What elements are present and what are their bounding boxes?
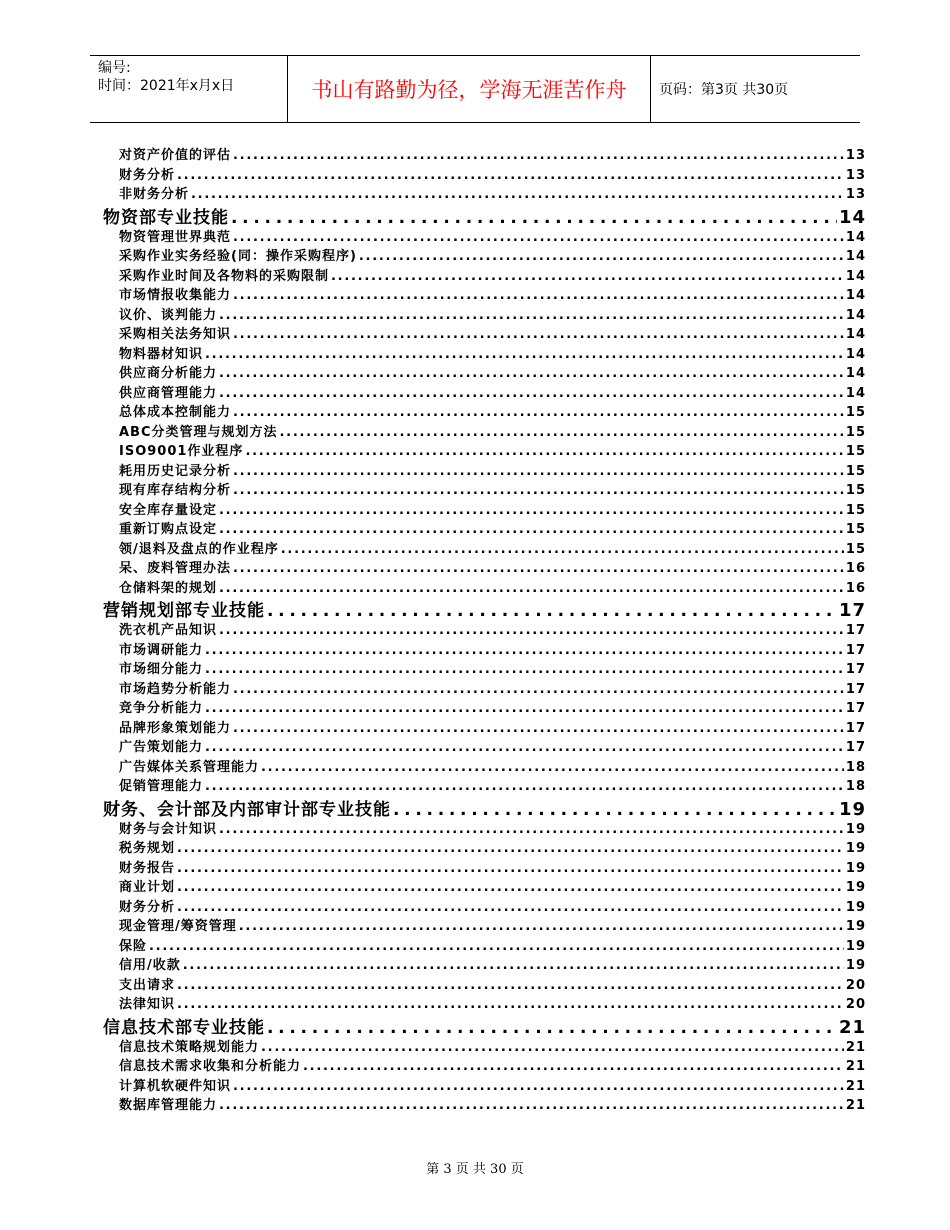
toc-entry-page: 14 <box>838 206 866 226</box>
dot-leader <box>233 148 844 163</box>
toc-entry-title: 促销管理能力 <box>119 779 204 794</box>
header-number-label: 编号: <box>98 60 131 76</box>
dot-leader <box>219 386 844 401</box>
toc-entry-title: 税务规划 <box>119 841 176 856</box>
dot-leader <box>219 503 844 518</box>
dot-leader <box>280 425 844 440</box>
toc-entry[interactable] <box>103 401 866 421</box>
toc-entry-title: 采购作业时间及各物料的采购限制 <box>119 268 330 284</box>
dot-leader <box>233 464 844 479</box>
toc-entry-page: 17 <box>845 681 866 697</box>
toc-entry-page: 14 <box>845 366 866 381</box>
toc-entry[interactable] <box>103 756 866 776</box>
dot-leader <box>303 1059 844 1074</box>
toc-entry[interactable] <box>103 323 866 343</box>
toc-entry-page: 19 <box>845 880 866 895</box>
dot-leader <box>219 581 844 596</box>
toc-entry-title: 供应商管理能力 <box>119 385 218 401</box>
header-page-info: 页码：第3页 共30页 <box>659 82 789 98</box>
toc-entry-title: 广告策划能力 <box>119 740 204 755</box>
dot-leader <box>205 779 844 794</box>
toc-entry[interactable] <box>103 993 866 1013</box>
toc-entry-page: 16 <box>845 580 866 596</box>
toc-entry-page: 19 <box>845 938 866 954</box>
toc-entry-title: 议价、谈判能力 <box>119 307 218 323</box>
toc-entry-page: 18 <box>845 779 866 794</box>
toc-entry-title: 营销规划部专业技能 <box>103 601 265 619</box>
dot-leader <box>267 1018 837 1036</box>
toc-entry-title: 非财务分析 <box>119 187 190 202</box>
dot-leader <box>233 483 844 498</box>
toc-entry-title: 信息技术部专业技能 <box>103 1017 265 1036</box>
dot-leader <box>245 444 843 459</box>
toc-entry[interactable] <box>103 775 866 795</box>
toc-entry-page: 19 <box>845 841 866 856</box>
toc-entry-title: 供应商分析能力 <box>119 366 218 381</box>
toc-entry-page: 14 <box>845 229 866 245</box>
toc-entry[interactable] <box>103 557 866 577</box>
toc-entry[interactable] <box>103 1094 866 1114</box>
toc-entry-page: 17 <box>845 623 866 638</box>
toc-entry[interactable] <box>103 974 866 994</box>
toc-entry-page: 15 <box>845 483 866 498</box>
toc-entry[interactable] <box>103 421 866 441</box>
toc-section-heading[interactable] <box>103 203 866 226</box>
toc-entry[interactable] <box>103 697 866 717</box>
toc-entry-page: 21 <box>838 1016 866 1036</box>
dot-leader <box>219 522 844 537</box>
toc-section-heading[interactable] <box>103 1013 866 1036</box>
dot-leader <box>219 1098 844 1113</box>
toc-entry[interactable] <box>103 1075 866 1095</box>
toc-entry[interactable] <box>103 837 866 857</box>
toc-entry-title: 现金管理/筹资管理 <box>119 919 237 934</box>
toc-entry[interactable] <box>103 183 866 203</box>
toc-entry-page: 20 <box>845 997 866 1012</box>
toc-entry-title: 市场趋势分析能力 <box>119 681 232 697</box>
dot-leader <box>205 347 844 362</box>
toc-entry[interactable] <box>103 736 866 756</box>
toc-entry-title: 物资部专业技能 <box>103 207 229 226</box>
header-time-label: 时间：2021年x月x日 <box>98 78 235 94</box>
toc-entry[interactable] <box>103 343 866 363</box>
toc-entry[interactable] <box>103 619 866 639</box>
dot-leader <box>281 542 844 557</box>
dot-leader <box>219 366 844 381</box>
toc-entry-title: 广告媒体关系管理能力 <box>119 759 260 775</box>
toc-entry[interactable] <box>103 144 866 164</box>
toc-entry-page: 19 <box>845 919 866 934</box>
toc-entry-page: 21 <box>845 1098 866 1113</box>
toc-entry-title: 数据库管理能力 <box>119 1098 218 1113</box>
toc-entry-title: ISO9001作业程序 <box>119 444 244 459</box>
dot-leader <box>205 643 844 658</box>
toc-entry-title: 计算机软硬件知识 <box>119 1078 232 1094</box>
toc-entry-title: 呆、废料管理办法 <box>119 561 232 576</box>
dot-leader <box>177 900 844 915</box>
dot-leader <box>233 561 844 576</box>
dot-leader <box>177 841 844 856</box>
toc-entry-title: 保险 <box>119 938 148 954</box>
dot-leader <box>233 721 844 736</box>
dot-leader <box>191 187 844 202</box>
toc-entry[interactable] <box>103 518 866 538</box>
toc-entry-page: 14 <box>845 249 866 264</box>
toc-entry-page: 14 <box>845 268 866 284</box>
dot-leader <box>233 682 844 697</box>
dot-leader <box>205 740 844 755</box>
toc-entry-page: 16 <box>845 561 866 576</box>
toc-entry-page: 21 <box>845 1059 866 1074</box>
toc-entry[interactable] <box>103 577 866 597</box>
dot-leader <box>331 269 844 284</box>
toc-entry[interactable] <box>103 538 866 558</box>
toc-entry-page: 15 <box>845 463 866 479</box>
toc-section-heading[interactable] <box>103 596 866 619</box>
table-of-contents <box>103 144 866 1114</box>
dot-leader <box>219 308 844 323</box>
toc-entry[interactable] <box>103 678 866 698</box>
toc-entry-title: 品牌形象策划能力 <box>119 720 232 736</box>
toc-entry-title: 采购作业实务经验(同：操作采购程序) <box>119 249 357 264</box>
toc-entry-title: 重新订购点设定 <box>119 522 218 537</box>
toc-entry-title: 总体成本控制能力 <box>119 405 232 420</box>
dot-leader <box>261 760 844 775</box>
toc-entry-page: 13 <box>845 187 866 202</box>
toc-entry-title: 市场调研能力 <box>119 642 204 658</box>
dot-leader <box>177 168 844 183</box>
dot-leader <box>267 601 837 619</box>
toc-entry[interactable] <box>103 479 866 499</box>
dot-leader <box>219 623 844 638</box>
dot-leader <box>233 230 844 245</box>
toc-entry[interactable] <box>103 818 866 838</box>
toc-entry-page: 15 <box>845 424 866 440</box>
toc-entry[interactable] <box>103 499 866 519</box>
toc-entry-page: 15 <box>845 541 866 557</box>
toc-entry-page: 21 <box>845 1039 866 1055</box>
toc-entry-page: 14 <box>845 327 866 342</box>
toc-entry-page: 19 <box>845 899 866 915</box>
toc-entry-title: 现有库存结构分析 <box>119 483 232 498</box>
dot-leader <box>233 1079 844 1094</box>
dot-leader <box>233 327 844 342</box>
toc-entry-page: 17 <box>845 642 866 658</box>
toc-entry-page: 15 <box>845 444 866 459</box>
toc-entry-title: 对资产价值的评估 <box>119 148 232 163</box>
toc-entry-title: 信用/收款 <box>119 958 181 973</box>
toc-entry-page: 13 <box>845 167 866 183</box>
toc-entry[interactable] <box>103 226 866 246</box>
dot-leader <box>233 288 844 303</box>
toc-entry-page: 14 <box>845 307 866 323</box>
toc-entry-page: 14 <box>845 385 866 401</box>
toc-entry-title: 仓储料架的规划 <box>119 580 218 596</box>
toc-entry[interactable] <box>103 304 866 324</box>
toc-entry-page: 19 <box>845 860 866 876</box>
dot-leader <box>205 701 844 716</box>
toc-entry-title: 洗衣机产品知识 <box>119 623 218 638</box>
dot-leader <box>177 861 844 876</box>
dot-leader <box>359 249 844 264</box>
toc-section-heading[interactable] <box>103 795 866 818</box>
toc-entry[interactable] <box>103 362 866 382</box>
toc-entry-page: 14 <box>845 288 866 303</box>
toc-entry-page: 15 <box>845 405 866 420</box>
toc-entry-title: 耗用历史记录分析 <box>119 463 232 479</box>
toc-entry-page: 17 <box>838 600 866 619</box>
toc-entry-title: 采购相关法务知识 <box>119 327 232 342</box>
toc-entry-title: 安全库存量设定 <box>119 502 218 518</box>
toc-entry[interactable] <box>103 284 866 304</box>
dot-leader <box>205 662 844 677</box>
toc-entry[interactable] <box>103 164 866 184</box>
toc-entry-title: 财务与会计知识 <box>119 821 218 837</box>
dot-leader <box>261 1040 844 1055</box>
toc-entry-page: 20 <box>845 977 866 993</box>
header-meta <box>90 56 287 122</box>
page-header <box>90 55 860 123</box>
toc-entry-page: 17 <box>845 740 866 755</box>
toc-entry-page: 19 <box>845 821 866 837</box>
toc-entry[interactable] <box>103 1036 866 1056</box>
toc-entry-title: 物资管理世界典范 <box>119 229 232 245</box>
dot-leader <box>231 208 837 226</box>
dot-leader <box>177 880 844 895</box>
dot-leader <box>149 939 844 954</box>
toc-entry-title: 信息技术需求收集和分析能力 <box>119 1059 302 1074</box>
toc-entry-page: 21 <box>845 1078 866 1094</box>
toc-entry[interactable] <box>103 1055 866 1075</box>
toc-entry[interactable] <box>103 265 866 285</box>
toc-entry[interactable] <box>103 658 866 678</box>
toc-entry[interactable] <box>103 876 866 896</box>
toc-entry-page: 13 <box>845 148 866 163</box>
toc-entry-title: 支出请求 <box>119 977 176 993</box>
toc-entry-title: ABC分类管理与规划方法 <box>119 424 278 440</box>
dot-leader <box>177 978 844 993</box>
toc-entry-page: 19 <box>845 958 866 973</box>
toc-entry-title: 竞争分析能力 <box>119 701 204 716</box>
toc-entry[interactable] <box>103 717 866 737</box>
toc-entry-page: 17 <box>845 720 866 736</box>
toc-entry[interactable] <box>103 460 866 480</box>
toc-entry-page: 17 <box>845 662 866 677</box>
toc-entry[interactable] <box>103 245 866 265</box>
toc-entry-page: 19 <box>838 798 866 818</box>
toc-entry-title: 法律知识 <box>119 997 176 1012</box>
dot-leader <box>233 405 844 420</box>
toc-entry[interactable] <box>103 382 866 402</box>
toc-entry[interactable] <box>103 915 866 935</box>
toc-entry-page: 17 <box>845 701 866 716</box>
toc-entry[interactable] <box>103 857 866 877</box>
toc-entry-title: 信息技术策略规划能力 <box>119 1039 260 1055</box>
dot-leader <box>177 997 844 1012</box>
toc-entry-page: 15 <box>845 522 866 537</box>
toc-entry-title: 财务、会计部及内部审计部专业技能 <box>103 799 391 818</box>
toc-entry-title: 市场细分能力 <box>119 662 204 677</box>
dot-leader <box>219 822 844 837</box>
toc-entry-title: 财务分析 <box>119 167 176 183</box>
toc-entry-title: 商业计划 <box>119 880 176 895</box>
toc-entry[interactable] <box>103 935 866 955</box>
toc-entry-title: 财务分析 <box>119 899 176 915</box>
toc-entry-page: 14 <box>845 346 866 362</box>
dot-leader <box>239 919 844 934</box>
dot-leader <box>393 800 837 818</box>
page-footer: 第 3 页 共 30 页 <box>426 1162 524 1177</box>
toc-entry[interactable] <box>103 954 866 974</box>
toc-entry[interactable] <box>103 896 866 916</box>
toc-entry-title: 领/退料及盘点的作业程序 <box>119 541 279 557</box>
toc-entry[interactable] <box>103 440 866 460</box>
toc-entry-page: 18 <box>845 759 866 775</box>
toc-entry-page: 15 <box>845 502 866 518</box>
dot-leader <box>183 958 844 973</box>
toc-entry-title: 物料器材知识 <box>119 346 204 362</box>
toc-entry-title: 财务报告 <box>119 860 176 876</box>
toc-entry[interactable] <box>103 639 866 659</box>
toc-entry-title: 市场情报收集能力 <box>119 288 232 303</box>
header-motto: 书山有路勤为径，学海无涯苦作舟 <box>287 56 651 122</box>
